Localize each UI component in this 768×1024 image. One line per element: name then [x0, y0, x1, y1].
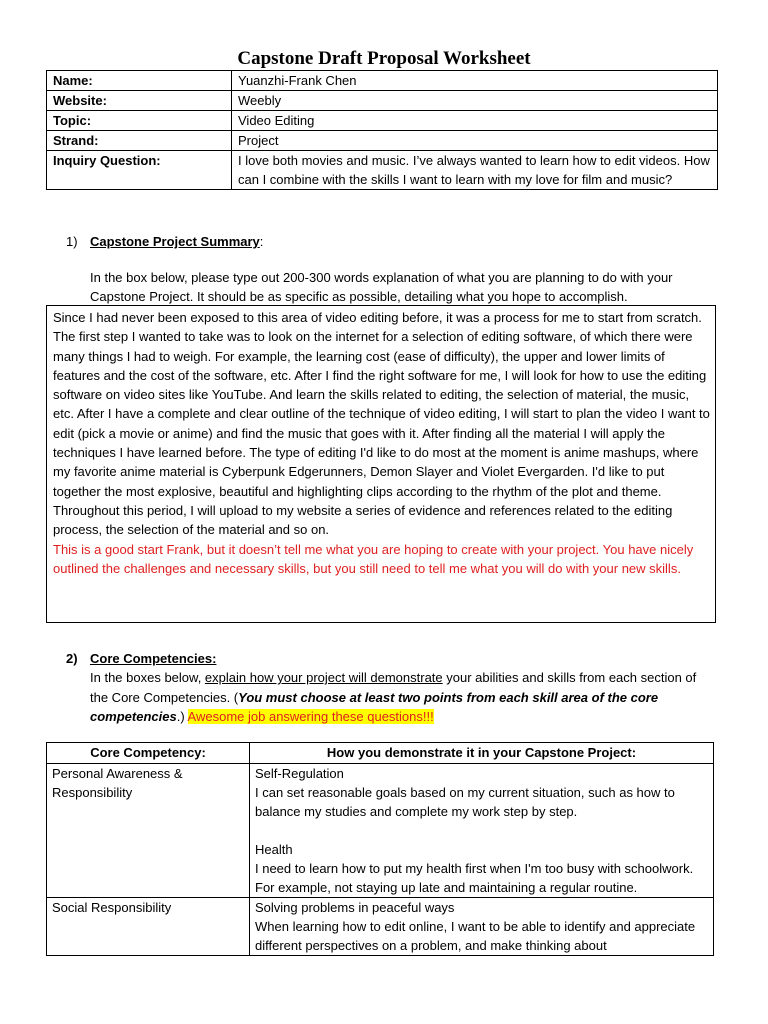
section1-colon: : — [259, 234, 264, 249]
competency-column-header: Core Competency: — [47, 743, 250, 764]
strand-value: Project — [232, 131, 718, 151]
section2-instructions — [90, 668, 710, 727]
intro-underlined-text: explain how your project will demonstrate — [204, 670, 443, 685]
intro-text-c: .) — [176, 709, 188, 724]
demonstration-column-header: How you demonstrate it in your Capstone Project: — [250, 743, 714, 764]
table-row — [47, 71, 718, 91]
point-text: When learning how to edit online, I want to be able to identify and appreciate different perspectives on a problem, and make thinking about — [255, 919, 696, 953]
core-competencies-table — [46, 742, 714, 956]
table-row — [47, 131, 718, 151]
page-title: Capstone Draft Proposal Worksheet — [237, 48, 531, 69]
point-title: Health — [255, 842, 293, 857]
table-row — [47, 111, 718, 131]
section2-number: 2) — [66, 651, 78, 666]
section1-heading — [66, 234, 263, 249]
competency-answer-cell[interactable] — [250, 764, 714, 898]
competency-name: Personal Awareness & Responsibility — [47, 764, 250, 898]
competency-name: Social Responsibility — [47, 898, 250, 956]
intro-emphasis-text: You must choose at least two points from each skill area of the core competencies — [90, 689, 659, 724]
topic-value: Video Editing — [232, 111, 718, 131]
section1-number: 1) — [66, 234, 78, 249]
table-row — [47, 91, 718, 111]
competency-answer-cell[interactable] — [250, 898, 714, 956]
strand-label: Strand: — [47, 131, 232, 151]
table-row — [47, 764, 714, 898]
student-info-table — [46, 70, 718, 190]
point-title: Self-Regulation — [255, 766, 344, 781]
section1-title: Capstone Project Summary — [90, 234, 260, 249]
section2-title: Core Competencies: — [90, 651, 217, 666]
inquiry-question-label: Inquiry Question: — [47, 151, 232, 190]
table-row — [47, 898, 714, 956]
teacher-feedback-summary: This is a good start Frank, but it doesn’t tell me what you are hoping to create with your project. You have nicely outlined the challenges and necessary skills, but you still need to tell me what you will do with your new skills. — [53, 541, 694, 576]
teacher-feedback-highlight: Awesome job answering these questions!!! — [187, 709, 434, 724]
intro-text-a: In the boxes below, — [90, 670, 205, 685]
point-text: I can set reasonable goals based on my current situation, such as how to balance my studies and complete my work step by step. — [255, 785, 675, 819]
inquiry-question-value: I love both movies and music. I’ve always wanted to learn how to edit videos. How can I combine with the skills I want to learn with my love for film and music? — [232, 151, 718, 190]
intro-text-b: your abilities and skills from each section of the Core Competencies. ( — [90, 670, 697, 705]
point-title: Solving problems in peaceful ways — [255, 900, 455, 915]
point-text: I need to learn how to put my health first when I'm too busy with schoolwork. For example, not staying up late and maintaining a regular routine. — [255, 861, 694, 895]
section2-heading — [66, 651, 216, 666]
table-row — [47, 151, 718, 190]
name-value: Yuanzhi-Frank Chen — [232, 71, 718, 91]
topic-label: Topic: — [47, 111, 232, 131]
paragraph-gap — [255, 821, 708, 840]
name-label: Name: — [47, 71, 232, 91]
summary-text-box[interactable] — [46, 305, 716, 623]
summary-text: Since I had never been exposed to this area of video editing before, it was a process for me to start from scratch. The first step I wanted to take was to look on the internet for a selection of editing software, of which there were many things I had to weigh. For example, the learning cost (ease of difficulty), the upper and lower limits of features and the cost of the software, etc. After I find the right software for me, I will look for how to use the editing software on video sites like YouTube. And learn the skills related to editing, the selection of material, the music, etc. After I have a complete and clear outline of the technique of video editing, I will start to plan the video I want to edit (pick a movie or anime) and find the music that goes with it. After finding all the material I will apply the techniques I have learned before. The type of editing I'd like to do most at the moment is anime mashups, where my favorite anime material is Cyberpunk Edgerunners, Demon Slayer and Violet Evergarden. I'd like to put together the most explosive, beautiful and highlighting clips according to the rhythm of the plot and theme. Throughout this period, I will upload to my website a series of evidence and references related to the editing process, the selection of the material and so on. — [53, 310, 710, 538]
website-value: Weebly — [232, 91, 718, 111]
website-label: Website: — [47, 91, 232, 111]
table-header-row — [47, 743, 714, 764]
section1-instructions: In the box below, please type out 200-300 words explanation of what you are planning to do with your Capstone Project. It should be as specific as possible, detailing what you hope to accomplish. — [90, 270, 673, 304]
